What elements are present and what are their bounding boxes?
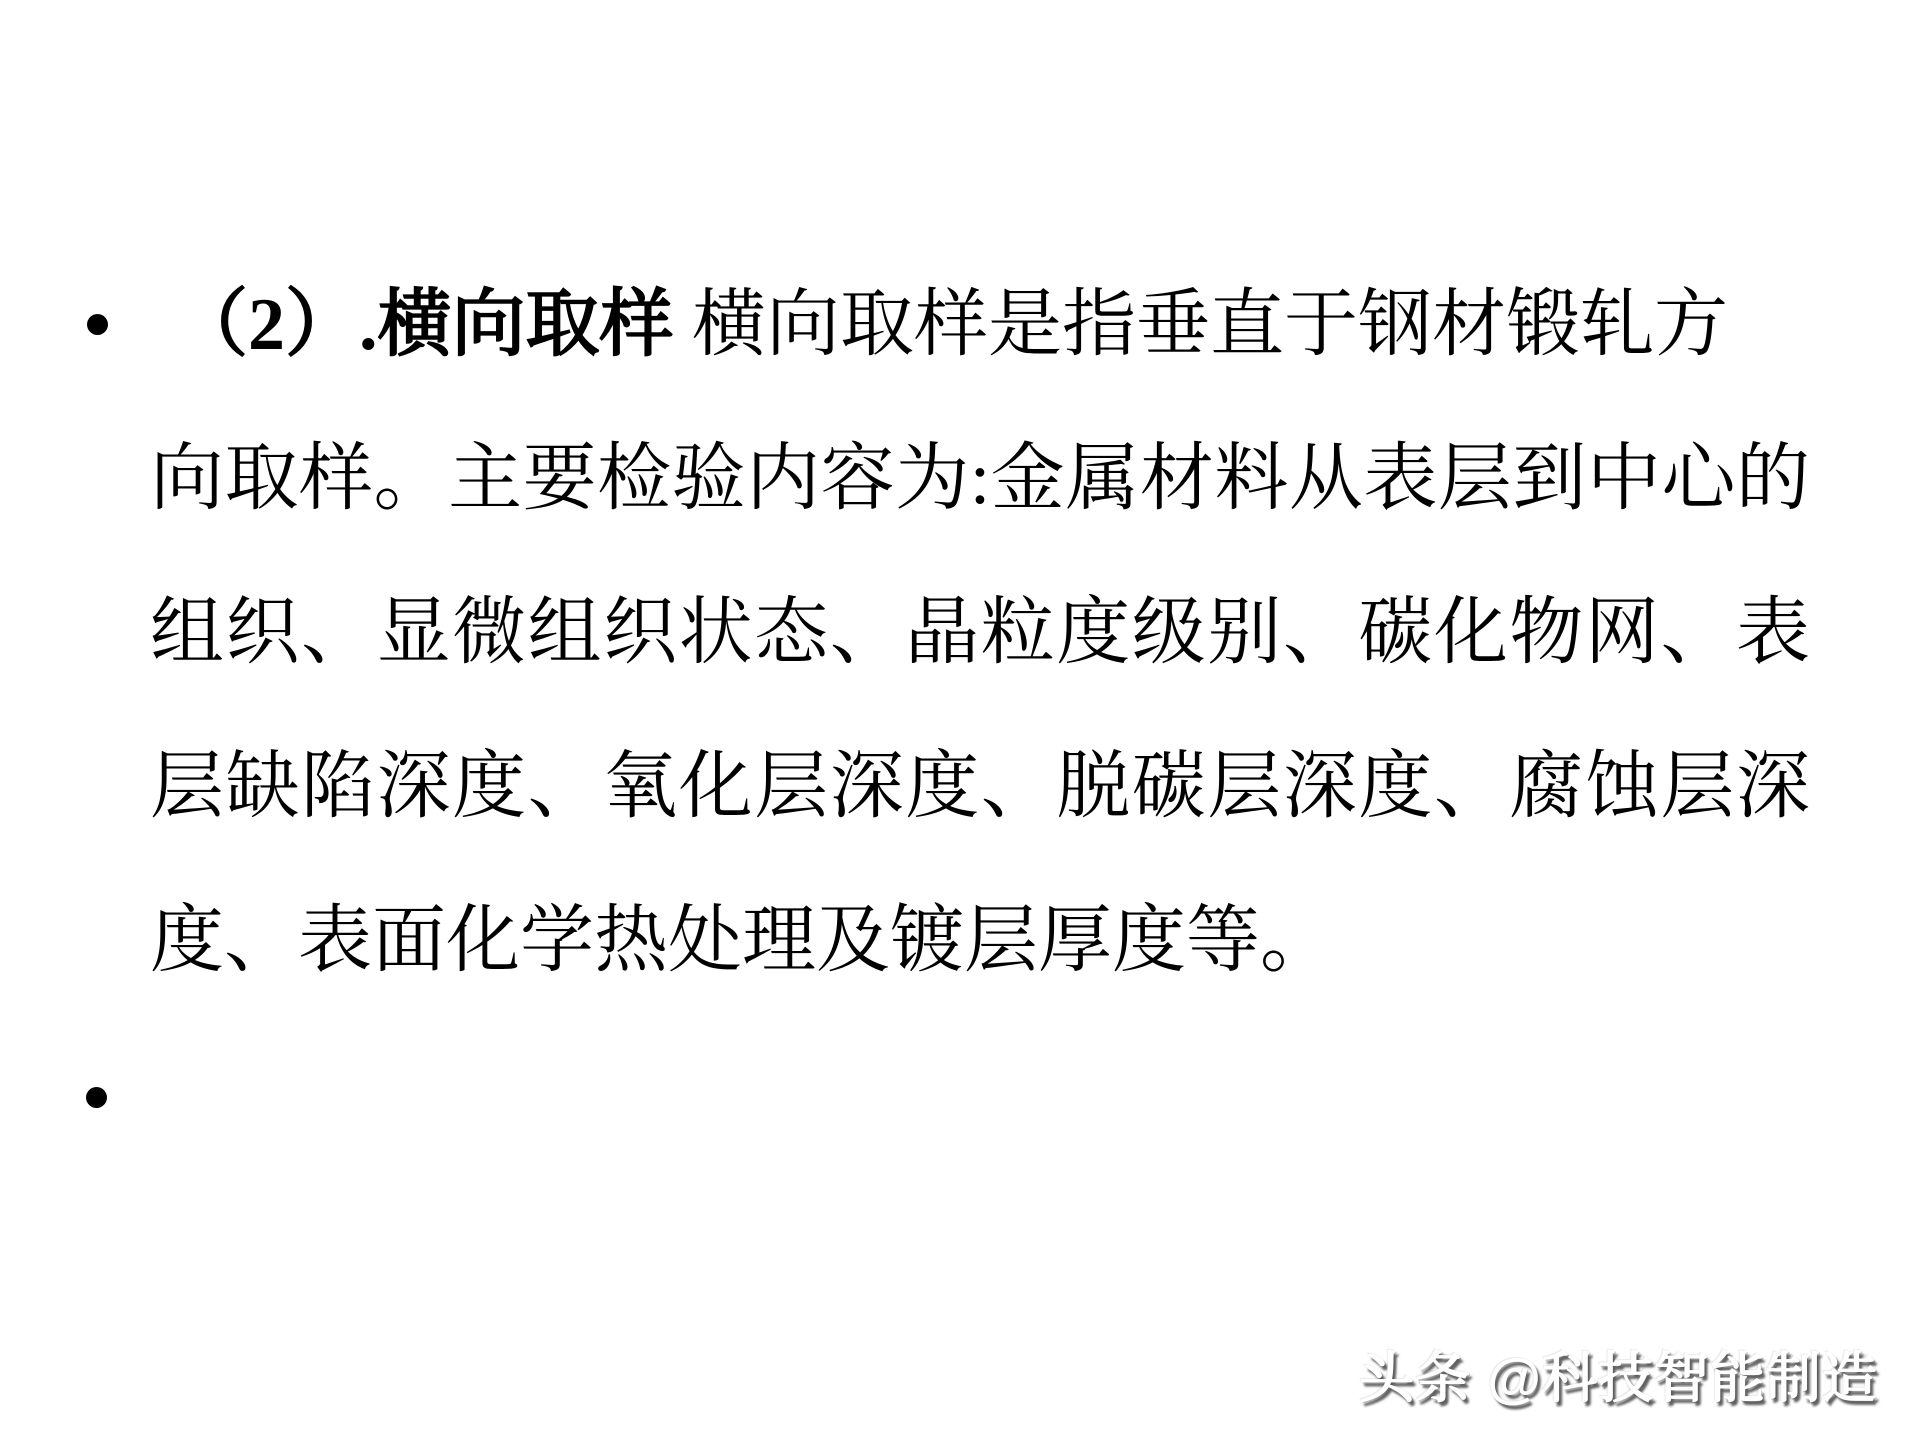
paragraph-line-5: 度、表面化学热处理及镀层厚度等。 xyxy=(150,900,1334,982)
paragraph-line-1 xyxy=(150,248,1810,402)
paragraph-line-3: 组织、显微组织状态、晶粒度级别、碳化物网、表 xyxy=(150,592,1810,674)
bullet-marker-2-empty xyxy=(86,1087,107,1108)
paragraph-line-4: 层缺陷深度、氧化层深度、脱碳层深度、腐蚀层深 xyxy=(150,746,1810,828)
paragraph-line-1-text: 横向取样是指垂直于钢材锻轧方 xyxy=(673,284,1728,366)
toutiao-watermark: 头条 @科技智能制造 xyxy=(1359,1347,1878,1409)
bullet-marker-1 xyxy=(87,314,108,335)
item-number-heading: （2）.横向取样 xyxy=(174,284,674,366)
paragraph-line-2: 向取样。主要检验内容为:金属材料从表层到中心的 xyxy=(150,438,1810,520)
bullet-paragraph xyxy=(150,248,1810,1018)
